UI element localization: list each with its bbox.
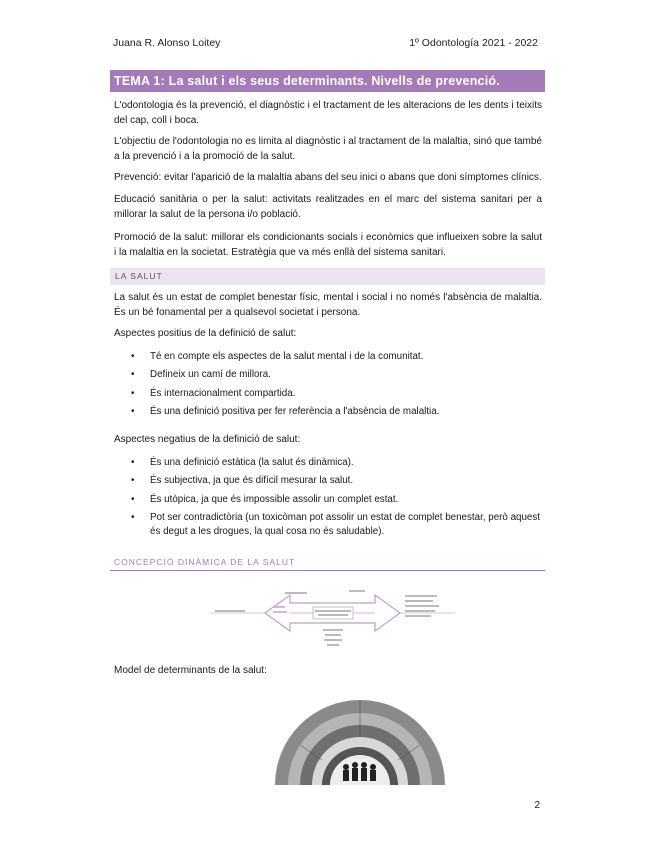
header-course: 1º Odontología 2021 - 2022 <box>409 37 538 49</box>
list-item: • És una definició estàtica (la salut és dinàmica). <box>130 456 540 471</box>
negatius-list <box>130 456 540 544</box>
page-number: 2 <box>534 800 540 811</box>
health-continuum-diagram <box>205 585 465 655</box>
header-author: Juana R. Alonso Loitey <box>113 37 221 49</box>
section-divider <box>110 570 545 571</box>
list-item: • És utòpica, ja que és impossible assolir un complet estat. <box>130 493 540 508</box>
list-item: • Defineix un camí de millora. <box>130 368 540 383</box>
list-item: • Té en compte els aspectes de la salut mental i de la comunitat. <box>130 350 540 365</box>
list-item: • És subjectiva, ja que és difícil mesurar la salut. <box>130 474 540 489</box>
intro-paragraph: L'odontologia és la prevenció, el diagnòstic i el tractament de les alteracions de les dents i teixits del cap, coll i boca. <box>114 100 542 126</box>
intro-paragraph: L'objectiu de l'odontologia no es limita al diagnòstic i al tractament de la malaltia, sinó que també a la prevenció i a la promoció de la salut. <box>114 136 542 162</box>
positius-list <box>130 350 540 423</box>
list-item: • Pot ser contradictòria (un toxicòman pot assolir un estat de complet benestar, però aquest és degut a les drogues, la qual cosa no és saludable). <box>130 511 540 540</box>
page-title: TEMA 1: La salut i els seus determinants. Nivells de prevenció. <box>110 70 545 92</box>
list-item: • És una definició positiva per fer referència a l'absència de malaltia. <box>130 405 540 420</box>
health-determinants-wheel <box>270 685 450 785</box>
positius-heading: Aspectes positius de la definició de salut: <box>114 328 297 339</box>
model-label: Model de determinants de la salut: <box>114 665 267 676</box>
intro-paragraph: Prevenció: evitar l'aparició de la malaltia abans del seu inici o abans que doni símptomes clínics. <box>114 172 542 183</box>
intro-paragraph: Promoció de la salut: millorar els condicionants socials i econòmics que influeixen sobre la salut i la malaltia en la societat. Estratègia que va més enllà del sistema sanitari. <box>114 232 542 258</box>
negatius-heading: Aspectes negatius de la definició de salut: <box>114 434 301 445</box>
section-heading-label: LA SALUT <box>115 271 163 281</box>
section-heading-salut <box>110 268 545 285</box>
list-item: • És internacionalment compartida. <box>130 387 540 402</box>
salut-definition: La salut és un estat de complet benestar físic, mental i social i no només l'absència de malaltia. És un bé fonamental per a qualsevol societat i persona. <box>114 292 542 318</box>
section-heading-dinamica: CONCEPCIÓ DINÀMICA DE LA SALUT <box>114 557 296 567</box>
intro-paragraph: Educació sanitària o per la salut: activitats realitzades en el marc del sistema sanitari per a millorar la salut de la persona i/o població. <box>114 194 542 220</box>
